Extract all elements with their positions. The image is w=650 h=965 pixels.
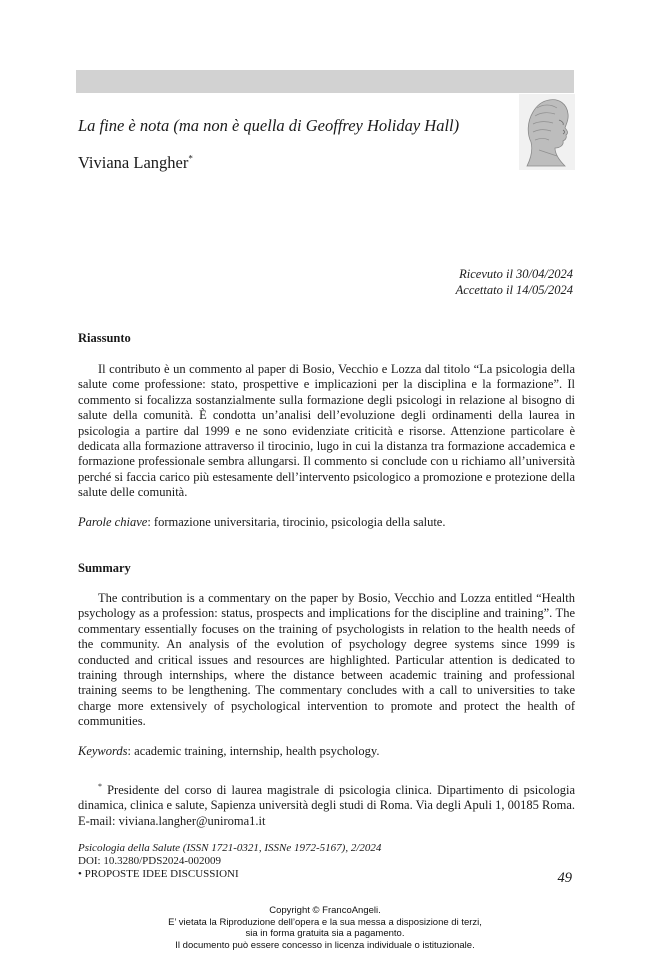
header-band: [76, 70, 574, 93]
copyright-line-3: sia in forma gratuita sia a pagamento.: [245, 928, 405, 939]
footnote-mark: *: [98, 781, 102, 791]
riassunto-heading: Riassunto: [78, 331, 131, 345]
keywords-label: Keywords: [78, 744, 128, 758]
author-name-text: Viviana Langher: [78, 153, 189, 172]
section-label: • PROPOSTE IDEE DISCUSSIONI: [78, 868, 239, 880]
accepted-date: Accettato il 14/05/2024: [455, 282, 573, 297]
parole-chiave: [78, 515, 575, 530]
author-footnote-mark: *: [188, 153, 193, 164]
copyright-notice: [0, 905, 650, 951]
page-number: 49: [557, 870, 572, 886]
journal-logo-profile-engraving: [519, 94, 575, 170]
copyright-line-2: E’ vietata la Riproduzione dell’opera e la sua messa a disposizione di terzi,: [168, 916, 482, 928]
summary-text: The contribution is a commentary on the paper by Bosio, Vecchio and Lozza entitled “Health psychology as a profession: status, prospects and implications for the discipline and training”. The commentary essentially focuses on the training of psychologists in relation to the health needs of the community. An analysis of the evolution of psychology degree systems since 1999 is conducted and critical issues and resources are highlighted. Particular attention is dedicated to training through internships, where the distance between academic training and professional training seems to be lengthening. The commentary concludes with a call to universities to take charge more extensively of psychological intervention to promote and protect the health of communities.: [78, 591, 575, 729]
author-affiliation-footnote: [78, 783, 575, 829]
doi: DOI: 10.3280/PDS2024-002009: [78, 855, 222, 867]
riassunto-text: Il contributo è un commento al paper di Bosio, Vecchio e Lozza dal titolo “La psicologia della salute come professione: stato, prospettive e implicazioni per la disciplina e la formazione”. Il commento si focalizza sostanzialmente sulla formazione degli psicologi in relazione al bisogno di salute della comunità. È condotta un’analisi dell’evoluzione degli ordinamenti della laurea in psicologia a partire dal 1999 e ne sono evidenziate criticità e risorse. Attenzione particolare è dedicata alla formazione attraverso il tirocinio, lugo in cui la distanza tra formazione accademica e formazione professionale sembra allungarsi. Il commento si conclude con u richiamo all’università perché si faccia carico più estesamente dell’intervento psicologico a promozione e protezione della salute delle comunità.: [78, 362, 575, 500]
article-title: La fine è nota (ma non è quella di Geoffrey Holiday Hall): [78, 116, 460, 135]
author-name: [78, 152, 193, 174]
footnote-text: Presidente del corso di laurea magistrale di psicologia clinica. Dipartimento di psicologia dinamica, clinica e salute, Sapienza università degli studi di Roma. Via degli Apuli 1, 00185 Roma. E-mail: viviana.langher@uniroma1.it: [78, 783, 575, 828]
parole-chiave-label: Parole chiave: [78, 515, 148, 529]
parole-chiave-values: : formazione universitaria, tirocinio, psicologia della salute.: [147, 515, 446, 529]
keywords: [78, 744, 575, 759]
copyright-line-1: Copyright © FrancoAngeli.: [269, 905, 381, 916]
copyright-line-4: Il documento può essere concesso in licenza individuale o istituzionale.: [175, 939, 475, 951]
journal-citation: Psicologia della Salute (ISSN 1721-0321, ISSNe 1972-5167), 2/2024: [78, 842, 382, 854]
received-date: Ricevuto il 30/04/2024: [459, 267, 573, 281]
submission-dates: [456, 267, 573, 298]
summary-heading: Summary: [78, 561, 131, 575]
keywords-values: : academic training, internship, health psychology.: [127, 744, 380, 758]
journal-info: [78, 842, 575, 881]
